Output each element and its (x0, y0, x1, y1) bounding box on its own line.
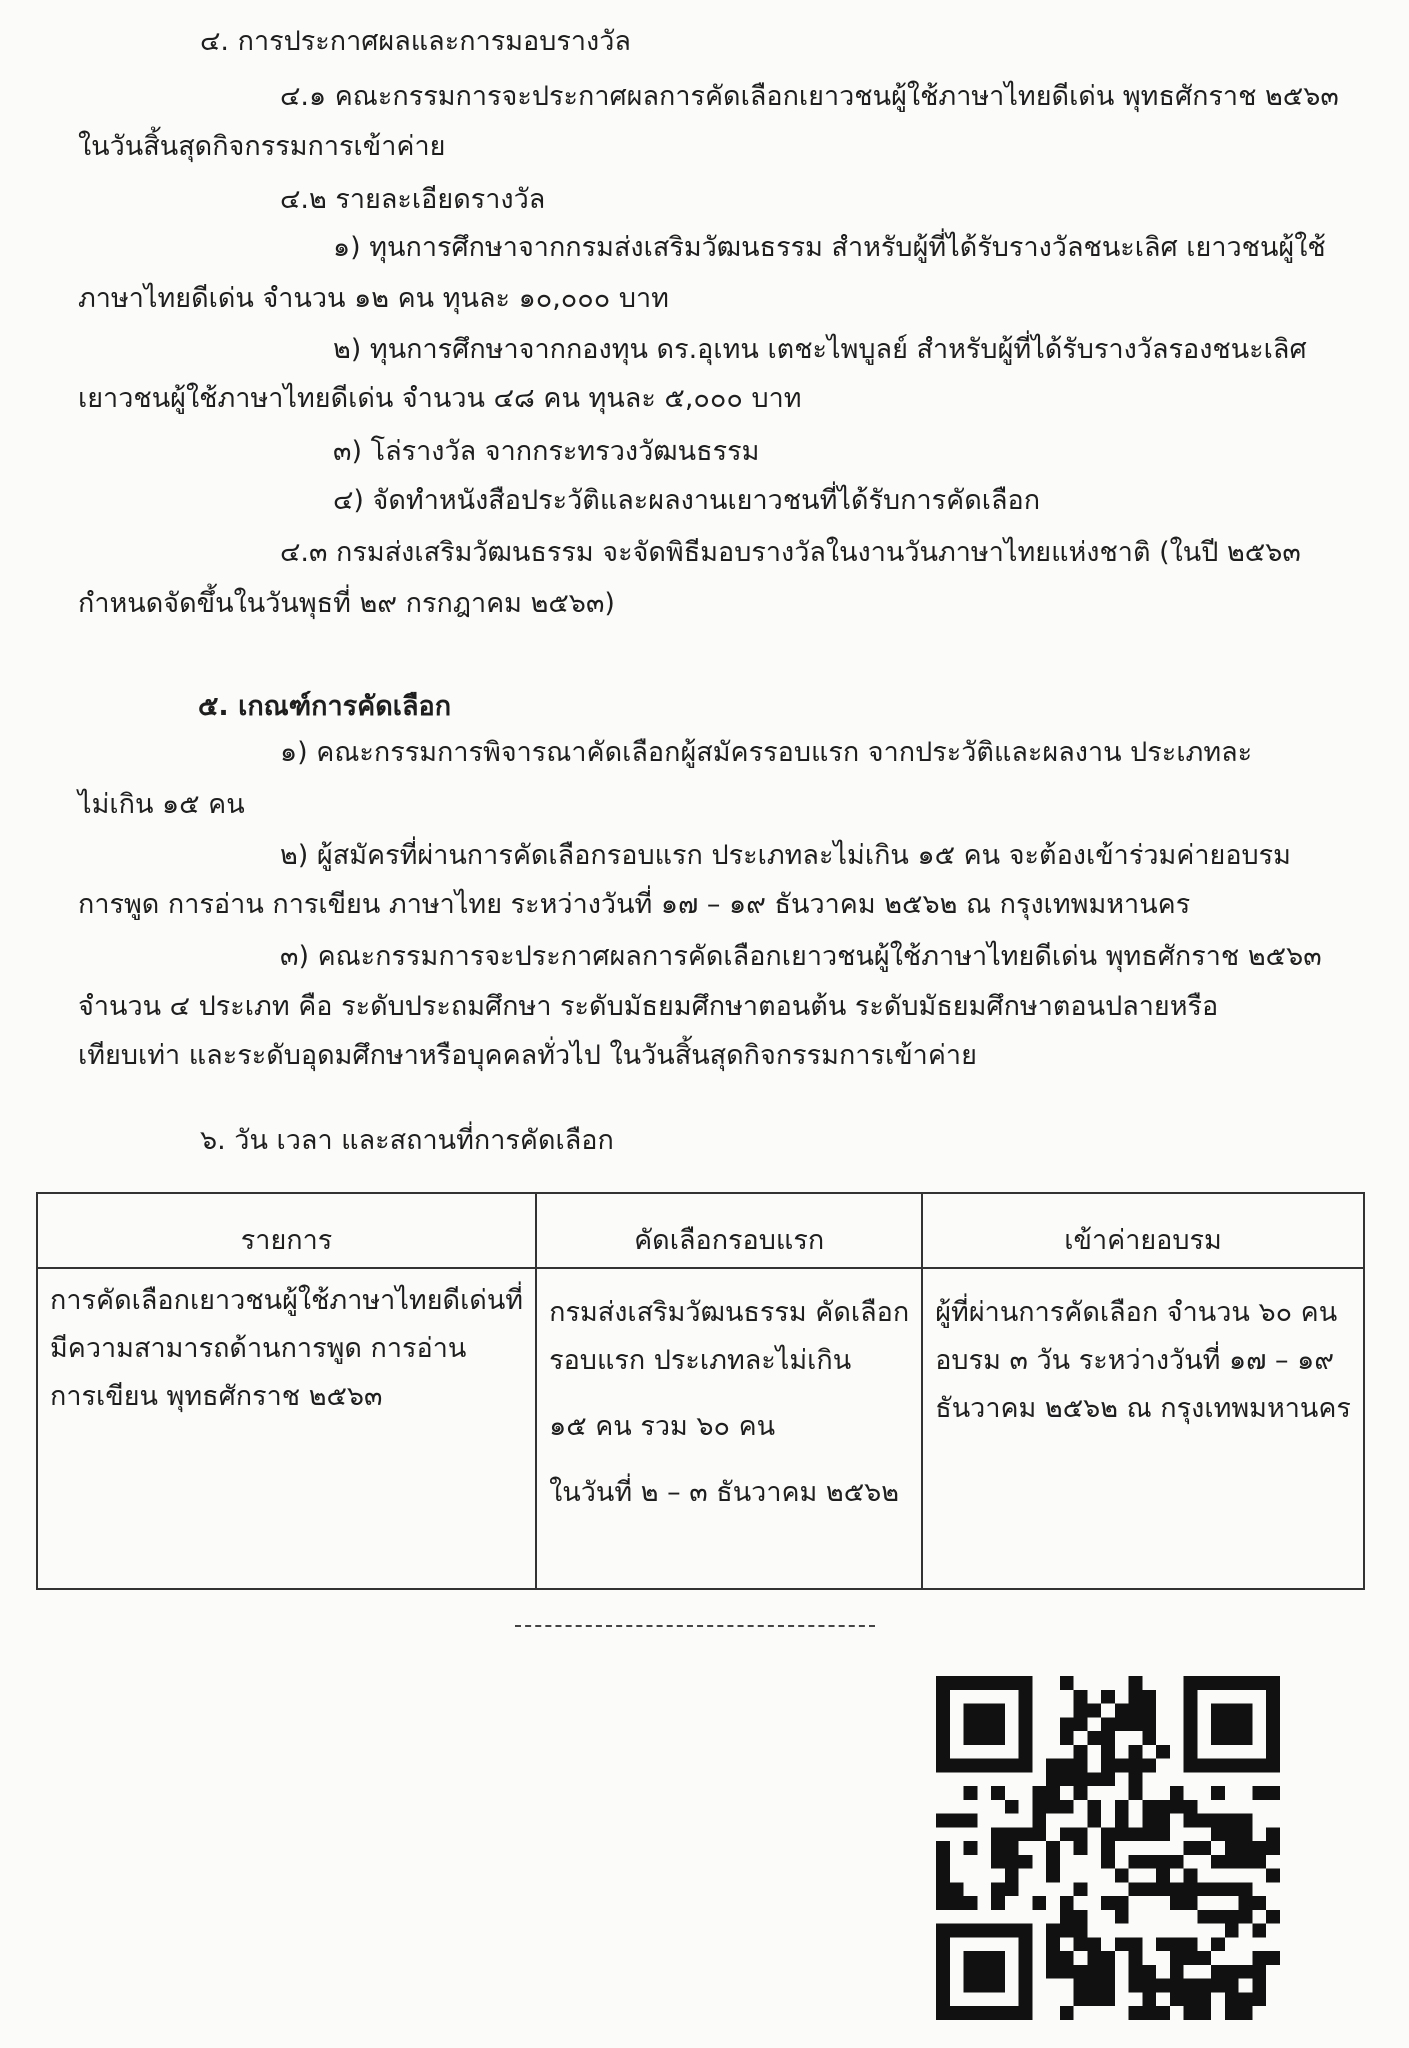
cell-text: รอบแรก ประเภทละไม่เกิน (549, 1345, 852, 1376)
prize-3: ๓) โล่รางวัล จากกระทรวงวัฒนธรรม (333, 436, 760, 467)
prize-1-line2: ภาษาไทยดีเด่น จำนวน ๑๒ คน ทุนละ ๑๐,๐๐๐ บาท (78, 283, 669, 314)
section4-heading: ๔. การประกาศผลและการมอบรางวัล (200, 26, 631, 57)
para-4-1-line1: ๔.๑ คณะกรรมการจะประกาศผลการคัดเลือกเยาวชนผู้ใช้ภาษาไทยดีเด่น พุทธศักราช ๒๕๖๓ (280, 81, 1339, 112)
para-4-1-line2: ในวันสิ้นสุดกิจกรรมการเข้าค่าย (78, 131, 446, 162)
cell-text: ในวันที่ ๒ – ๓ ธันวาคม ๒๕๖๒ (549, 1477, 900, 1508)
criteria-1-line2: ไม่เกิน ๑๕ คน (78, 789, 245, 820)
para-4-3-line1: ๔.๓ กรมส่งเสริมวัฒนธรรม จะจัดพิธีมอบรางวัลในงานวันภาษาไทยแห่งชาติ (ในปี ๒๕๖๓ (280, 537, 1301, 568)
criteria-1-line1: ๑) คณะกรรมการพิจารณาคัดเลือกผู้สมัครรอบแรก จากประวัติและผลงาน ประเภทละ (280, 737, 1253, 768)
prize-2-line2: เยาวชนผู้ใช้ภาษาไทยดีเด่น จำนวน ๔๘ คน ทุนละ ๕,๐๐๐ บาท (78, 383, 802, 414)
cell-text: ธันวาคม ๒๕๖๒ ณ กรุงเทพมหานคร (935, 1393, 1351, 1424)
section6-heading: ๖. วัน เวลา และสถานที่การคัดเลือก (200, 1125, 614, 1156)
cell-text: อบรม ๓ วัน ระหว่างวันที่ ๑๗ – ๑๙ (935, 1345, 1335, 1376)
criteria-2-line2: การพูด การอ่าน การเขียน ภาษาไทย ระหว่างวันที่ ๑๗ – ๑๙ ธันวาคม ๒๕๖๒ ณ กรุงเทพมหานคร (78, 889, 1191, 920)
criteria-3-line1: ๓) คณะกรรมการจะประกาศผลการคัดเลือกเยาวชนผู้ใช้ภาษาไทยดีเด่น พุทธศักราช ๒๕๖๓ (280, 941, 1322, 972)
prize-2-line1: ๒) ทุนการศึกษาจากกองทุน ดร.อุเทน เตชะไพบูลย์ สำหรับผู้ที่ได้รับรางวัลรองชนะเลิศ (333, 334, 1307, 365)
table-header-row (37, 1193, 1364, 1268)
cell-text: กรมส่งเสริมวัฒนธรรม คัดเลือก (549, 1297, 910, 1328)
schedule-table (36, 1192, 1365, 1590)
prize-4: ๔) จัดทำหนังสือประวัติและผลงานเยาวชนที่ได้รับการคัดเลือก (333, 485, 1041, 516)
para-4-2: ๔.๒ รายละเอียดรางวัล (280, 184, 546, 215)
cell-item (37, 1268, 536, 1589)
end-separator (515, 1625, 875, 1627)
cell-text: การเขียน พุทธศักราช ๒๕๖๓ (50, 1381, 383, 1412)
cell-text: มีความสามารถด้านการพูด การอ่าน (50, 1333, 467, 1364)
header-camp: เข้าค่ายอบรม (922, 1193, 1364, 1268)
cell-first-round (536, 1268, 922, 1589)
cell-text: ๑๕ คน รวม ๖๐ คน (549, 1411, 776, 1442)
criteria-3-line3: เทียบเท่า และระดับอุดมศึกษาหรือบุคคลทั่วไป ในวันสิ้นสุดกิจกรรมการเข้าค่าย (78, 1040, 977, 1071)
cell-camp (922, 1268, 1364, 1589)
criteria-3-line2: จำนวน ๔ ประเภท คือ ระดับประถมศึกษา ระดับมัธยมศึกษาตอนต้น ระดับมัธยมศึกษาตอนปลายหรือ (78, 991, 1219, 1022)
criteria-2-line1: ๒) ผู้สมัครที่ผ่านการคัดเลือกรอบแรก ประเภทละไม่เกิน ๑๕ คน จะต้องเข้าร่วมค่ายอบรม (280, 840, 1291, 871)
header-item: รายการ (37, 1193, 536, 1268)
cell-text: การคัดเลือกเยาวชนผู้ใช้ภาษาไทยดีเด่นที่ (50, 1285, 524, 1316)
header-first-round: คัดเลือกรอบแรก (536, 1193, 922, 1268)
table-row (37, 1268, 1364, 1589)
prize-1-line1: ๑) ทุนการศึกษาจากกรมส่งเสริมวัฒนธรรม สำหรับผู้ที่ได้รับรางวัลชนะเลิศ เยาวชนผู้ใช้ (333, 232, 1326, 263)
section5-heading: ๕. เกณฑ์การคัดเลือก (198, 691, 452, 722)
para-4-3-line2: กำหนดจัดขึ้นในวันพุธที่ ๒๙ กรกฎาคม ๒๕๖๓) (78, 588, 615, 619)
qr-code-icon[interactable] (936, 1676, 1280, 2020)
cell-text: ผู้ที่ผ่านการคัดเลือก จำนวน ๖๐ คน (935, 1297, 1338, 1328)
